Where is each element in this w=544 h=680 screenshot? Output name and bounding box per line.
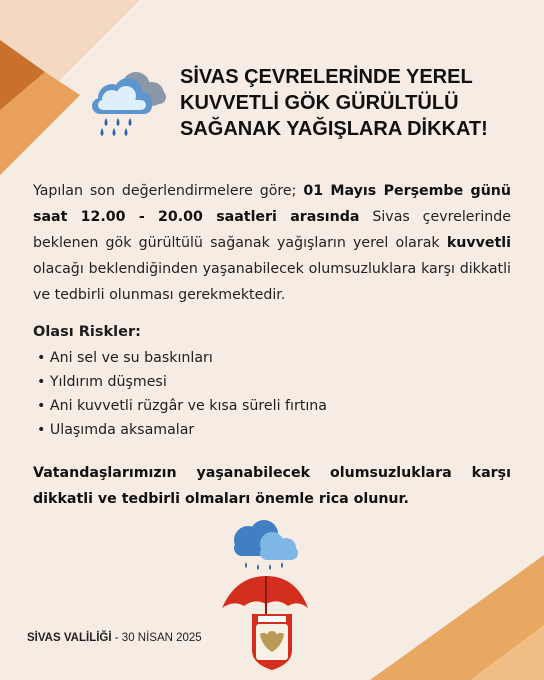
list-item: • Ani kuvvetli rüzgâr ve kısa süreli fırtına <box>37 398 327 414</box>
list-item: • Yıldırım düşmesi <box>37 374 167 390</box>
title-line-2: KUVVETLİ GÖK GÜRÜLTÜLÜ <box>180 92 459 114</box>
umbrella-cloud-icon <box>216 518 316 618</box>
page-title <box>180 64 520 142</box>
body-strong-bold: kuvvetli <box>446 235 511 251</box>
title-line-1: SİVAS ÇEVRELERİNDE YEREL <box>180 66 473 88</box>
body-part-2: Sivas çevrelerinde beklenen gök gürültülü sağanak yağışların yerel olarak <box>33 209 512 251</box>
list-item: • Ulaşımda aksamalar <box>37 422 195 438</box>
list-item: • Ani sel ve su baskınları <box>37 350 213 366</box>
sivas-valiligi-logo <box>248 610 296 672</box>
footer-org: SİVAS VALİLİĞİ <box>27 632 112 644</box>
footer-date: 30 NİSAN 2025 <box>121 632 202 644</box>
closing-text: Vatandaşlarımızın yaşanabilecek olumsuzluklara karşı dikkatli ve tedbirli olmaları önemle rica olunur. <box>33 465 511 507</box>
footer-separator: - <box>111 632 122 644</box>
body-date-bold: 01 Mayıs Perşembe günü saat 12.00 - 20.00 saatleri arasında <box>33 183 511 225</box>
rain-cloud-icon <box>82 66 178 138</box>
body-part-3: olacağı beklendiğinden yaşanabilecek olumsuzluklara karşı dikkatli ve tedbirli olunması gerekmektedir. <box>33 261 511 303</box>
risks-list <box>33 346 503 442</box>
risks-section <box>33 320 503 442</box>
title-line-3: SAĞANAK YAĞIŞLARA DİKKAT! <box>180 118 488 140</box>
footer <box>27 632 202 644</box>
announcement-body <box>33 178 511 308</box>
body-part-1: Yapılan son değerlendirmelere göre; <box>33 183 304 199</box>
risks-heading: Olası Riskler: <box>33 324 141 340</box>
